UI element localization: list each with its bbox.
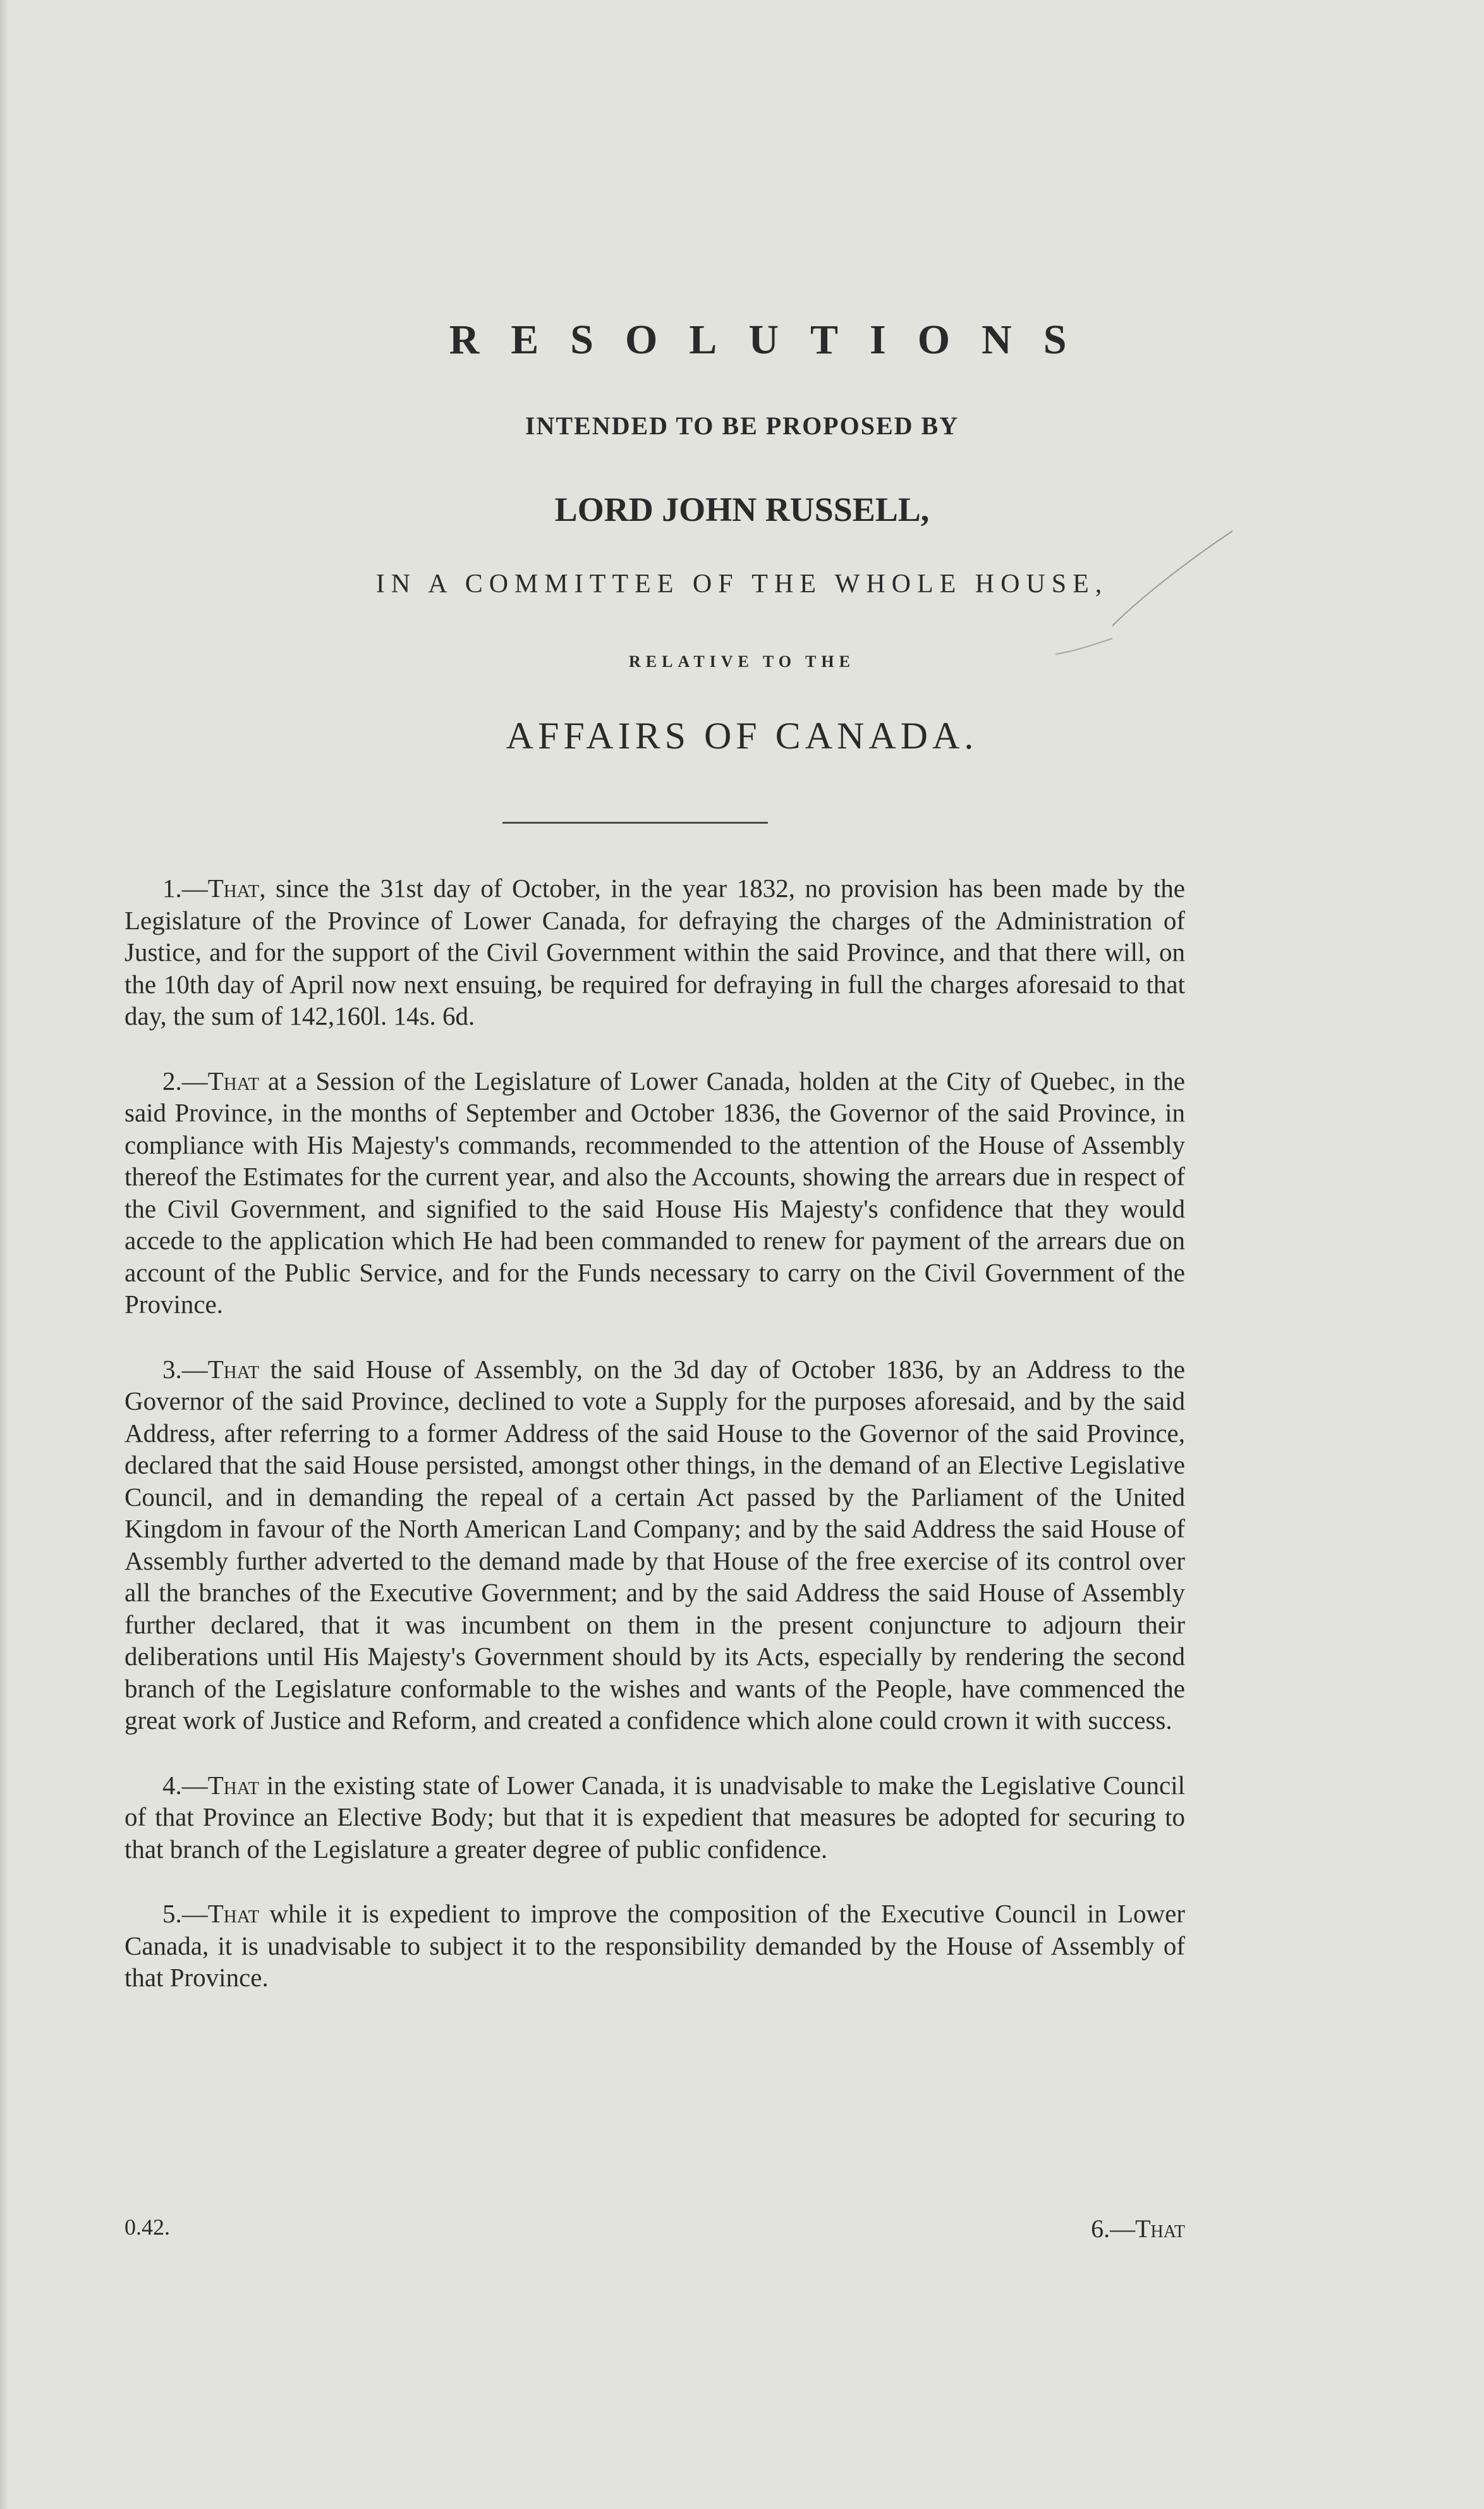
resolution-5 (125, 1898, 1185, 1994)
resolution-lead-word: That (207, 1354, 260, 1384)
resolution-text: while it is expedient to improve the composition of the Executive Council in Lower Canada, it is unadvisable to subject it to the responsibility demanded by the House of Assembly of that Province. (125, 1899, 1185, 1992)
resolution-number: 3.— (162, 1354, 208, 1384)
page-edge-shadow (0, 0, 9, 2509)
resolution-number: 1.— (162, 874, 208, 903)
relative-line: RELATIVE TO THE (629, 652, 855, 671)
signature-mark: 0.42. (125, 2214, 170, 2240)
resolution-number: 5.— (162, 1899, 208, 1928)
resolution-text: in the existing state of Lower Canada, it is unadvisable to make the Legislative Council of that Province an Elective Body; but that it is expedient that measures be adopted for securing to that branch of the Legislature a greater degree of public confidence. (125, 1770, 1185, 1864)
resolution-2 (125, 1065, 1185, 1321)
subject-line: AFFAIRS OF CANADA. (506, 715, 978, 757)
catchword: 6.—That (1091, 2214, 1185, 2243)
resolution-text: , since the 31st day of October, in the year 1832, no provision has been made by the Legislature of the Province of Lower Canada, for defraying the charges of the Administration of Justice, and for the support of the Civil Government within the said Province, and that there will, on the 10th day of April now next ensuing, be required for defraying in full the charges aforesaid to that day, the sum of 142,160l. 14s. 6d. (125, 874, 1185, 1030)
resolution-number: 4.— (162, 1770, 208, 1800)
resolution-lead-word: That (207, 1770, 260, 1800)
resolutions-body (125, 872, 1185, 2027)
resolution-lead-word: That (207, 1899, 260, 1928)
page-footer (125, 2214, 1185, 2243)
proposer-name: LORD JOHN RUSSELL, (554, 491, 930, 528)
pencil-mark-icon (1037, 518, 1245, 683)
resolution-1 (125, 872, 1185, 1032)
title-divider (502, 822, 768, 824)
document-subtitle: INTENDED TO BE PROPOSED BY (525, 412, 959, 440)
resolution-4 (125, 1769, 1185, 1865)
document-title: RESOLUTIONS (449, 317, 1098, 363)
resolution-text: the said House of Assembly, on the 3d day of October 1836, by an Address to the Governor of the said Province, declined to vote a Supply for the purposes aforesaid, and by the said Address, after referring to a former Address of the said House to the Governor of the said Province, declared that the said House persisted, amongst other things, in the demand of an Elective Legislative Council, and in demanding the repeal of a certain Act passed by the Parliament of the United Kingdom in favour of the North American Land Company; and by the said Address the said House of Assembly further adverted to the demand made by that House of the free exercise of its control over all the branches of the Executive Government; and by the said Address the said House of Assembly further declared, that it was incumbent on them in the present conjuncture to adjourn their deliberations until His Majesty's Government should by its Acts, especially by rendering the second branch of the Legislature conformable to the wishes and wants of the People, have commenced the great work of Justice and Reform, and created a confidence which alone could crown it with success. (125, 1354, 1185, 1735)
resolution-lead-word: That (207, 874, 260, 903)
resolution-3 (125, 1353, 1185, 1737)
resolution-text: at a Session of the Legislature of Lower Canada, holden at the City of Quebec, in the said Province, in the months of September and October 1836, the Governor of the said Province, in compliance with His Majesty's commands, recommended to the attention of the House of Assembly thereof the Estimates for the current year, and also the Accounts, showing the arrears due in respect of the Civil Government, and signified to the said House His Majesty's confidence that they would accede to the application which He had been commanded to renew for payment of the arrears due on account of the Public Service, and for the Funds necessary to carry on the Civil Government of the Province. (125, 1066, 1185, 1319)
resolution-number: 2.— (162, 1066, 208, 1096)
committee-line: IN A COMMITTEE OF THE WHOLE HOUSE, (375, 570, 1109, 599)
resolution-lead-word: That (207, 1066, 260, 1096)
